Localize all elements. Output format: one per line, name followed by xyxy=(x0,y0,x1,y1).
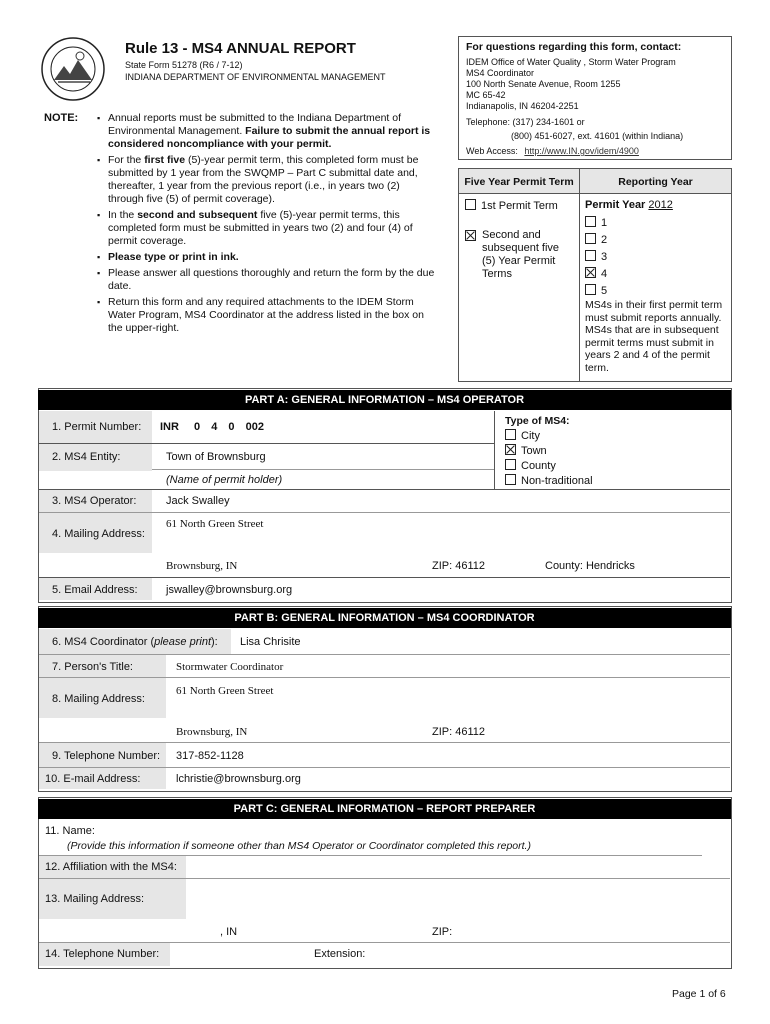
county-checkbox[interactable] xyxy=(505,459,516,470)
email-value[interactable]: lchristie@brownsburg.org xyxy=(176,773,301,785)
year-1-checkbox[interactable] xyxy=(585,216,596,227)
form-title: Rule 13 - MS4 ANNUAL REPORT xyxy=(125,40,356,57)
page-number: Page 1 of 6 xyxy=(672,988,726,1000)
persons-title-value[interactable]: Stormwater Coordinator xyxy=(176,661,284,673)
q10-number: 10. xyxy=(45,773,61,785)
town-checkbox[interactable] xyxy=(505,444,516,455)
part-a-header: PART A: GENERAL INFORMATION – MS4 OPERATOR xyxy=(38,390,731,410)
mailing-address-label: Mailing Address: xyxy=(63,893,145,905)
city-suffix: , IN xyxy=(220,926,238,938)
mailing-address-label: Mailing Address: xyxy=(64,528,145,540)
q5-number: 5. xyxy=(52,584,62,596)
permit-year-label: Permit Year xyxy=(585,199,646,211)
year-label: 5 xyxy=(601,285,608,297)
email-label: Email Address: xyxy=(64,584,138,596)
q11-number: 11. xyxy=(45,825,60,837)
note-item: ▪ In the second and subsequent five (5)-year permit terms, this completed form must be submitted in years two (2) and four (4) of permit coverage. xyxy=(97,209,437,248)
q7-number: 7. xyxy=(52,661,62,673)
preparer-name-label: Name: xyxy=(62,825,95,837)
zip-label: ZIP: xyxy=(432,926,453,938)
contact-line: Indianapolis, IN 46204-2251 xyxy=(466,101,579,111)
permit-digit[interactable]: 0 xyxy=(228,421,235,433)
subsequent-term-checkbox[interactable] xyxy=(465,230,476,241)
year-5-checkbox[interactable] xyxy=(585,284,596,295)
affiliation-label: Affiliation with the MS4: xyxy=(62,861,177,873)
reporting-year-header: Reporting Year xyxy=(618,176,693,188)
q14-number: 14. xyxy=(45,948,61,960)
type-label: County xyxy=(521,460,556,472)
state-seal xyxy=(40,36,106,102)
contact-box xyxy=(458,36,732,160)
q8-number: 8. xyxy=(52,693,62,705)
note-label: NOTE: xyxy=(44,112,79,124)
type-label: City xyxy=(521,430,540,442)
year-4-checkbox[interactable] xyxy=(585,267,596,278)
year-3-checkbox[interactable] xyxy=(585,250,596,261)
q3-number: 3. xyxy=(52,495,62,507)
permit-digit[interactable]: 0 xyxy=(194,421,201,433)
preparer-name-hint: (Provide this information if someone other than MS4 Operator or Coordinator completed this report.) xyxy=(67,840,531,852)
extension-label: Extension: xyxy=(314,948,366,960)
county-value[interactable]: Hendricks xyxy=(585,560,635,572)
type-of-ms4-label: Type of MS4: xyxy=(505,415,570,427)
address-line1[interactable]: 61 North Green Street xyxy=(176,685,274,697)
address-city[interactable]: Brownsburg, IN xyxy=(166,560,238,572)
ms4-operator-value[interactable]: Jack Swalley xyxy=(166,495,230,507)
form-number: State Form 51278 (R6 / 7-12) xyxy=(125,60,243,70)
year-label: 1 xyxy=(601,217,608,229)
note-item: ▪ Annual reports must be submitted to the Indiana Department of Environmental Management. Failure to submit the annual report is considered noncompliance with your permit. xyxy=(97,112,437,151)
ms4-entity-label: MS4 Entity: xyxy=(64,451,121,463)
zip-label: ZIP: xyxy=(432,560,453,572)
permit-digit[interactable]: 4 xyxy=(211,421,218,433)
contact-line: 100 North Senate Avenue, Room 1255 xyxy=(466,79,621,89)
note-item: ▪ Please type or print in ink. xyxy=(97,251,437,264)
ms4-entity-value[interactable]: Town of Brownsburg xyxy=(166,451,266,463)
first-term-label: 1st Permit Term xyxy=(481,200,558,212)
city-checkbox[interactable] xyxy=(505,429,516,440)
permit-year-value: 2012 xyxy=(648,199,673,211)
telephone-value[interactable]: 317-852-1128 xyxy=(176,750,244,762)
year-label: 4 xyxy=(601,268,608,280)
subsequent-term-label: Second and subsequent five (5) Year Permit Terms xyxy=(482,229,560,280)
contact-telephone: Telephone: (317) 234-1601 or xyxy=(466,117,585,127)
permit-digit[interactable]: 002 xyxy=(245,421,264,433)
note-item: ▪ Return this form and any required attachments to the IDEM Storm Water Program, MS4 Coordinator at the address listed in the box on the upper-right. xyxy=(97,296,437,335)
contact-line: MS4 Coordinator xyxy=(466,68,535,78)
q4-number: 4. xyxy=(52,528,62,540)
q6-number: 6. xyxy=(52,636,62,648)
zip-value[interactable]: 46112 xyxy=(455,560,486,572)
address-city[interactable]: Brownsburg, IN xyxy=(176,726,248,738)
web-access-label: Web Access: xyxy=(466,146,518,156)
q13-number: 13. xyxy=(45,893,61,905)
zip-value[interactable]: 46112 xyxy=(455,726,486,738)
persons-title-label: Person's Title: xyxy=(64,661,133,673)
year-2-checkbox[interactable] xyxy=(585,233,596,244)
year-label: 2 xyxy=(601,234,608,246)
contact-line: IDEM Office of Water Quality , Storm Water Program xyxy=(466,57,676,67)
q2-number: 2. xyxy=(52,451,62,463)
coordinator-label: MS4 Coordinator (please print): xyxy=(64,636,218,648)
contact-heading: For questions regarding this form, contact: xyxy=(466,41,682,53)
zip-label: ZIP: xyxy=(432,726,453,738)
part-b-header: PART B: GENERAL INFORMATION – MS4 COORDINATOR xyxy=(38,608,731,628)
contact-tollfree: (800) 451-6027, ext. 41601 (within Indiana) xyxy=(511,131,684,141)
part-c-header: PART C: GENERAL INFORMATION – REPORT PREPARER xyxy=(38,799,731,819)
non-traditional-checkbox[interactable] xyxy=(505,474,516,485)
contact-line: MC 65-42 xyxy=(466,90,506,100)
web-access-link[interactable]: http://www.IN.gov/idem/4900 xyxy=(524,146,639,156)
department-name: INDIANA DEPARTMENT OF ENVIRONMENTAL MANAGEMENT xyxy=(125,72,386,82)
reporting-note: MS4s in their first permit term must submit reports annually. MS4s that are in subsequent permit terms must submit in years 2 and 4 of the permit term. xyxy=(585,299,723,374)
note-list xyxy=(97,112,437,338)
preparer-telephone-field[interactable] xyxy=(174,945,304,964)
entity-hint: (Name of permit holder) xyxy=(166,474,283,486)
telephone-label: Telephone Number: xyxy=(63,948,160,960)
note-item: ▪ For the first five (5)-year permit term, this completed form must be submitted by 1 year from the SWQMP – Part C submittal date and, thereafter, 1 year from the previous report (i.e., in years two (2) through five (5) of permit coverage). xyxy=(97,154,437,206)
coordinator-value[interactable]: Lisa Chrisite xyxy=(240,636,301,648)
permit-number-label: Permit Number: xyxy=(64,421,142,433)
type-label: Town xyxy=(521,445,547,457)
telephone-label: Telephone Number: xyxy=(64,750,161,762)
permit-prefix: INR xyxy=(160,421,179,433)
q9-number: 9. xyxy=(52,750,62,762)
address-line1[interactable]: 61 North Green Street xyxy=(166,518,264,530)
ms4-operator-label: MS4 Operator: xyxy=(64,495,137,507)
type-label: Non-traditional xyxy=(521,475,593,487)
q12-number: 12. xyxy=(45,861,61,873)
preparer-address-field[interactable] xyxy=(190,882,725,916)
affiliation-field[interactable] xyxy=(190,858,725,876)
county-label: County: xyxy=(545,560,583,572)
q1-number: 1. xyxy=(52,421,62,433)
permit-term-header: Five Year Permit Term xyxy=(464,176,574,188)
note-item: ▪ Please answer all questions thoroughly and return the form by the due date. xyxy=(97,267,437,293)
email-label: E-mail Address: xyxy=(63,773,141,785)
first-term-checkbox[interactable] xyxy=(465,199,476,210)
year-label: 3 xyxy=(601,251,608,263)
permit-term-table xyxy=(458,168,732,382)
mailing-address-label: Mailing Address: xyxy=(64,693,145,705)
email-value[interactable]: jswalley@brownsburg.org xyxy=(166,584,293,596)
